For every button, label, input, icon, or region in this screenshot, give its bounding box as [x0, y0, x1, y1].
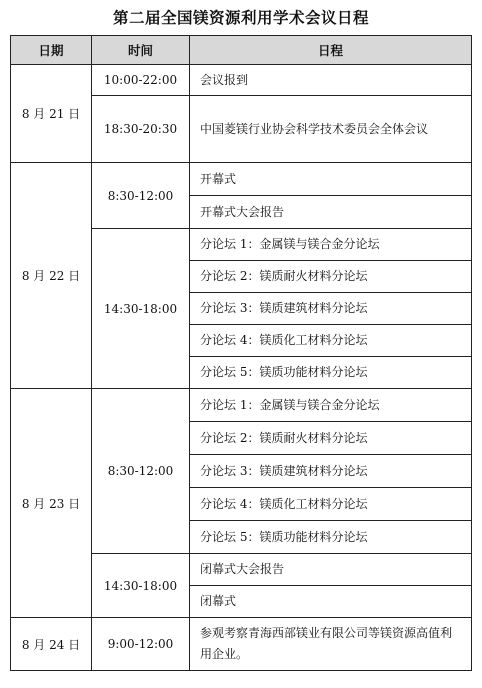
table-row — [11, 65, 472, 96]
schedule-item: 会议报到 — [190, 65, 472, 96]
schedule-item: 分论坛 2：镁质耐火材料分论坛 — [190, 261, 472, 293]
slot-time: 18:30-20:30 — [92, 96, 190, 163]
table-row — [11, 389, 472, 422]
schedule-item: 参观考察青海西部镁业有限公司等镁资源高值利用企业。 — [190, 618, 472, 671]
slot-time: 10:00-22:00 — [92, 65, 190, 96]
day-date: 8 月 24 日 — [11, 618, 92, 671]
schedule-item: 分论坛 4：镁质化工材料分论坛 — [190, 325, 472, 357]
schedule-item: 闭幕式 — [190, 586, 472, 618]
slot-time: 8:30-12:00 — [92, 163, 190, 229]
schedule-item: 分论坛 1：金属镁与镁合金分论坛 — [190, 229, 472, 261]
slot-time: 14:30-18:00 — [92, 554, 190, 618]
schedule-table — [10, 35, 472, 671]
schedule-item: 闭幕式大会报告 — [190, 554, 472, 586]
schedule-item: 分论坛 4：镁质化工材料分论坛 — [190, 488, 472, 521]
schedule-item: 分论坛 5：镁质功能材料分论坛 — [190, 521, 472, 554]
table-header-row — [11, 36, 472, 65]
day-date: 8 月 21 日 — [11, 65, 92, 163]
schedule-item: 分论坛 1：金属镁与镁合金分论坛 — [190, 389, 472, 422]
schedule-item: 开幕式 — [190, 163, 472, 196]
header-schedule: 日程 — [190, 36, 472, 65]
schedule-item: 分论坛 2：镁质耐火材料分论坛 — [190, 422, 472, 455]
table-row — [11, 618, 472, 671]
schedule-item: 分论坛 5：镁质功能材料分论坛 — [190, 357, 472, 389]
header-time: 时间 — [92, 36, 190, 65]
slot-time: 8:30-12:00 — [92, 389, 190, 554]
schedule-item: 分论坛 3：镁质建筑材料分论坛 — [190, 455, 472, 488]
slot-time: 9:00-12:00 — [92, 618, 190, 671]
table-row — [11, 163, 472, 196]
day-date: 8 月 22 日 — [11, 163, 92, 389]
schedule-item: 分论坛 3：镁质建筑材料分论坛 — [190, 293, 472, 325]
page-title: 第二届全国镁资源利用学术会议日程 — [112, 8, 369, 27]
schedule-item: 开幕式大会报告 — [190, 196, 472, 229]
schedule-item: 中国菱镁行业协会科学技术委员会全体会议 — [190, 96, 472, 163]
header-date: 日期 — [11, 36, 92, 65]
slot-time: 14:30-18:00 — [92, 229, 190, 389]
day-date: 8 月 23 日 — [11, 389, 92, 618]
